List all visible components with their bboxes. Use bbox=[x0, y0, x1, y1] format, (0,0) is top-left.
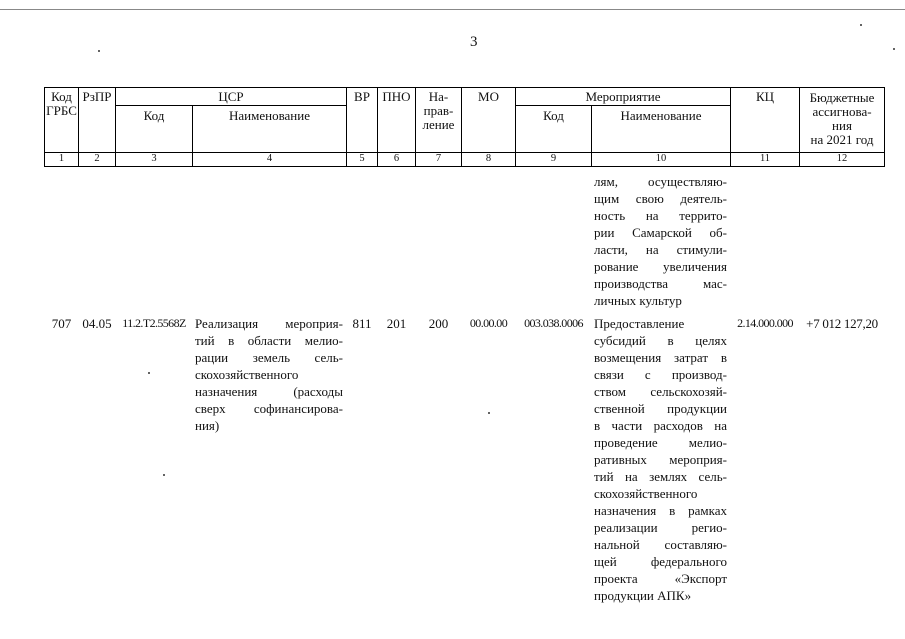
scan-speck bbox=[163, 474, 165, 476]
scan-speck bbox=[488, 412, 490, 414]
scan-speck bbox=[148, 372, 150, 374]
cell-pno: 201 bbox=[386, 316, 407, 331]
scan-speck bbox=[893, 48, 895, 50]
page-number: 3 bbox=[470, 34, 478, 50]
header-napravlenie: На- прав- ление bbox=[415, 87, 462, 153]
header-mo: МО bbox=[461, 87, 516, 153]
column-number: 6 bbox=[377, 152, 416, 167]
cell-kc: 2.14.000.000 bbox=[737, 316, 793, 330]
header-rzpr: РзПР bbox=[78, 87, 116, 153]
scan-top-line bbox=[0, 9, 905, 10]
column-number: 4 bbox=[192, 152, 347, 167]
cell-amount: +7 012 127,20 bbox=[806, 316, 878, 331]
column-number: 2 bbox=[78, 152, 116, 167]
cell-grbs: 707 bbox=[51, 316, 72, 331]
cell-rzpr: 04.05 bbox=[82, 316, 112, 331]
header-pno: ПНО bbox=[377, 87, 416, 153]
header-vr: ВР bbox=[346, 87, 378, 153]
cell-mo: 00.00.00 bbox=[469, 316, 508, 330]
column-number: 8 bbox=[461, 152, 516, 167]
column-number: 3 bbox=[115, 152, 193, 167]
header-meropriyatie: Мероприятие bbox=[515, 87, 731, 106]
header-csr: ЦСР bbox=[115, 87, 347, 106]
scan-speck bbox=[860, 24, 862, 26]
cell-mer-kod: 003.038.0006 bbox=[524, 316, 583, 330]
cell-csr-name: Реализация мероприя- тий в области мелио- рации земель сель- скохозяйственного назначения (расходы сверх софинансирова- ния) bbox=[195, 316, 343, 433]
cell-mer-name: Предоставление субсидий в целях возмещения затрат в связи с производ- ством сельскохозяй- ственной продукции в части расходов на проведение мелио- ративных мероприя- тий на землях сель- скохозяйственного назначения в рамках реализации регио- нальной составляю- щей федерального проекта «Экспорт продукции АПК» bbox=[594, 316, 727, 603]
header-csr-name: Наименование bbox=[192, 105, 347, 153]
header-budget: Бюджетные ассигнова- ния на 2021 год bbox=[799, 87, 885, 153]
header-mer-kod: Код bbox=[515, 105, 592, 153]
header-csr-kod: Код bbox=[115, 105, 193, 153]
column-number: 7 bbox=[415, 152, 462, 167]
header-kod-grbs: Код ГРБС bbox=[44, 87, 79, 153]
column-number: 12 bbox=[799, 152, 885, 167]
scan-speck bbox=[98, 50, 100, 52]
header-mer-name: Наименование bbox=[591, 105, 731, 153]
column-number: 11 bbox=[730, 152, 800, 167]
continuation-text: лям, осуществляю- щим свою деятель- ность на террито- рии Самарской об- ласти, на стимули- рование увеличения производства мас- личных культур bbox=[594, 174, 727, 308]
cell-vr: 811 bbox=[352, 316, 372, 331]
cell-csr-kod: 11.2.T2.5568Z bbox=[122, 316, 186, 330]
column-number: 1 bbox=[44, 152, 79, 167]
header-kc: КЦ bbox=[730, 87, 800, 153]
column-number: 9 bbox=[515, 152, 592, 167]
column-number: 10 bbox=[591, 152, 731, 167]
column-number: 5 bbox=[346, 152, 378, 167]
cell-napravlenie: 200 bbox=[428, 316, 449, 331]
